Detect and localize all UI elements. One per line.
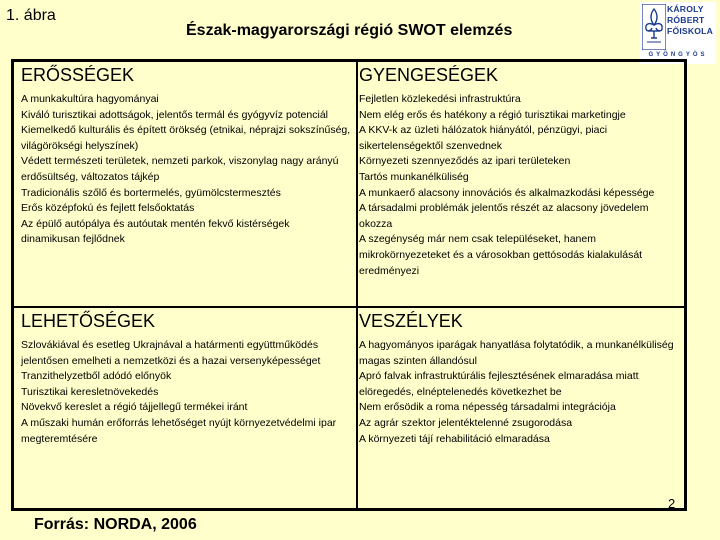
horizontal-divider [14, 306, 684, 308]
weakness-item: A munkaerő alacsony innovációs és alkalmazkodási képessége [359, 186, 655, 199]
opportunity-item: Tranzithelyzetből adódó előnyök [21, 370, 172, 383]
threat-item: A hagyományos iparágak hanyatlása folytatódik, a munkanélküliség magas szinten állandósul [359, 339, 674, 367]
threats-quadrant [359, 310, 684, 447]
strength-item: Kiváló turisztikai adottságok, jelentős termál és gyógyvíz potenciál [21, 108, 328, 121]
weakness-item: Fejletlen közlekedési infrastruktúra [359, 93, 521, 105]
weaknesses-quadrant [359, 64, 684, 279]
logo-line: KÁROLY [667, 4, 704, 14]
fleur-de-lis-icon [642, 4, 666, 50]
logo-line: FŐISKOLA [667, 26, 713, 36]
strength-item: Erős középfokú és fejlett felsőoktatás [21, 202, 195, 215]
opportunities-quadrant [21, 310, 351, 447]
weakness-item: Tartós munkanélküliség [359, 170, 469, 183]
threat-item: Apró falvak infrastruktúrális fejlesztésének elmaradása miatt elöregedés, elnéptelenedés következhet be [359, 370, 639, 398]
strengths-quadrant [21, 64, 351, 248]
vertical-divider [356, 62, 358, 508]
figure-label: 1. ábra [6, 7, 56, 24]
opportunities-heading: LEHETŐSÉGEK [21, 311, 156, 331]
logo-text [667, 4, 715, 37]
strength-item: Védett természeti területek, nemzeti parkok, viszonylag nagy arányú erdősültség, változatos tájkép [21, 155, 339, 183]
weakness-item: A KKV-k az üzleti hálózatok hiányától, pénzügyi, piaci sikertelenségektől szenvednek [359, 124, 608, 152]
weakness-item: Környezeti szennyeződés az ipari területeken [359, 155, 571, 168]
opportunity-item: A műszaki humán erőforrás lehetőséget nyújt környezetvédelmi ipar megteremtésére [21, 416, 337, 445]
strength-item: Tradicionális szőlő és bortermelés, gyümölcstermesztés [21, 186, 281, 199]
opportunity-item: Szlovákiával és esetleg Ukrajnával a határmenti együttműködés jelentősen emelheti a nemzetközi és a hazai versenyképességet [21, 339, 321, 367]
weaknesses-heading: GYENGESÉGEK [359, 65, 499, 85]
threats-heading: VESZÉLYEK [359, 311, 463, 331]
swot-grid [11, 59, 687, 511]
page-title: Észak-magyarországi régió SWOT elemzés [186, 22, 513, 39]
strength-item: Kiemelkedő kulturális és épített örökség (etnikai, néprajzi sokszínűség, világörökségi helyszínek) [21, 124, 351, 152]
weakness-item: A társadalmi problémák jelentős részét az alacsony jövedelem okozza [359, 202, 649, 230]
threat-item: A környezeti tájí rehabilitáció elmaradása [359, 432, 550, 445]
logo-city: GYÖNGYÖS [648, 52, 708, 58]
weakness-item: Nem elég erős és hatékony a régió turisztikai marketingje [359, 108, 626, 121]
college-logo [640, 2, 716, 64]
threat-item: Az agrár szektor jelentéktelenné zsugorodása [359, 416, 573, 429]
strengths-heading: ERŐSSÉGEK [21, 65, 135, 85]
strength-item: A munkakultúra hagyományai [21, 93, 159, 105]
source-citation: Forrás: NORDA, 2006 [34, 516, 197, 533]
page-number: 2 [668, 496, 676, 511]
opportunity-item: Növekvő kereslet a régió tájjellegű termékei iránt [21, 401, 248, 414]
threat-item: Nem erősödik a roma népesség társadalmi integrációja [359, 401, 616, 414]
weakness-item: A szegénység már nem csak településeket, hanem mikrokörnyezeteket és a városokban gettósodás kialakulását eredményezi [359, 233, 643, 277]
logo-line: RÓBERT [667, 15, 705, 25]
opportunity-item: Turisztikai keresletnövekedés [21, 385, 159, 398]
strength-item: Az épülő autópálya és autóutak mentén fekvő kistérségek dinamikusan fejlődnek [21, 217, 290, 246]
